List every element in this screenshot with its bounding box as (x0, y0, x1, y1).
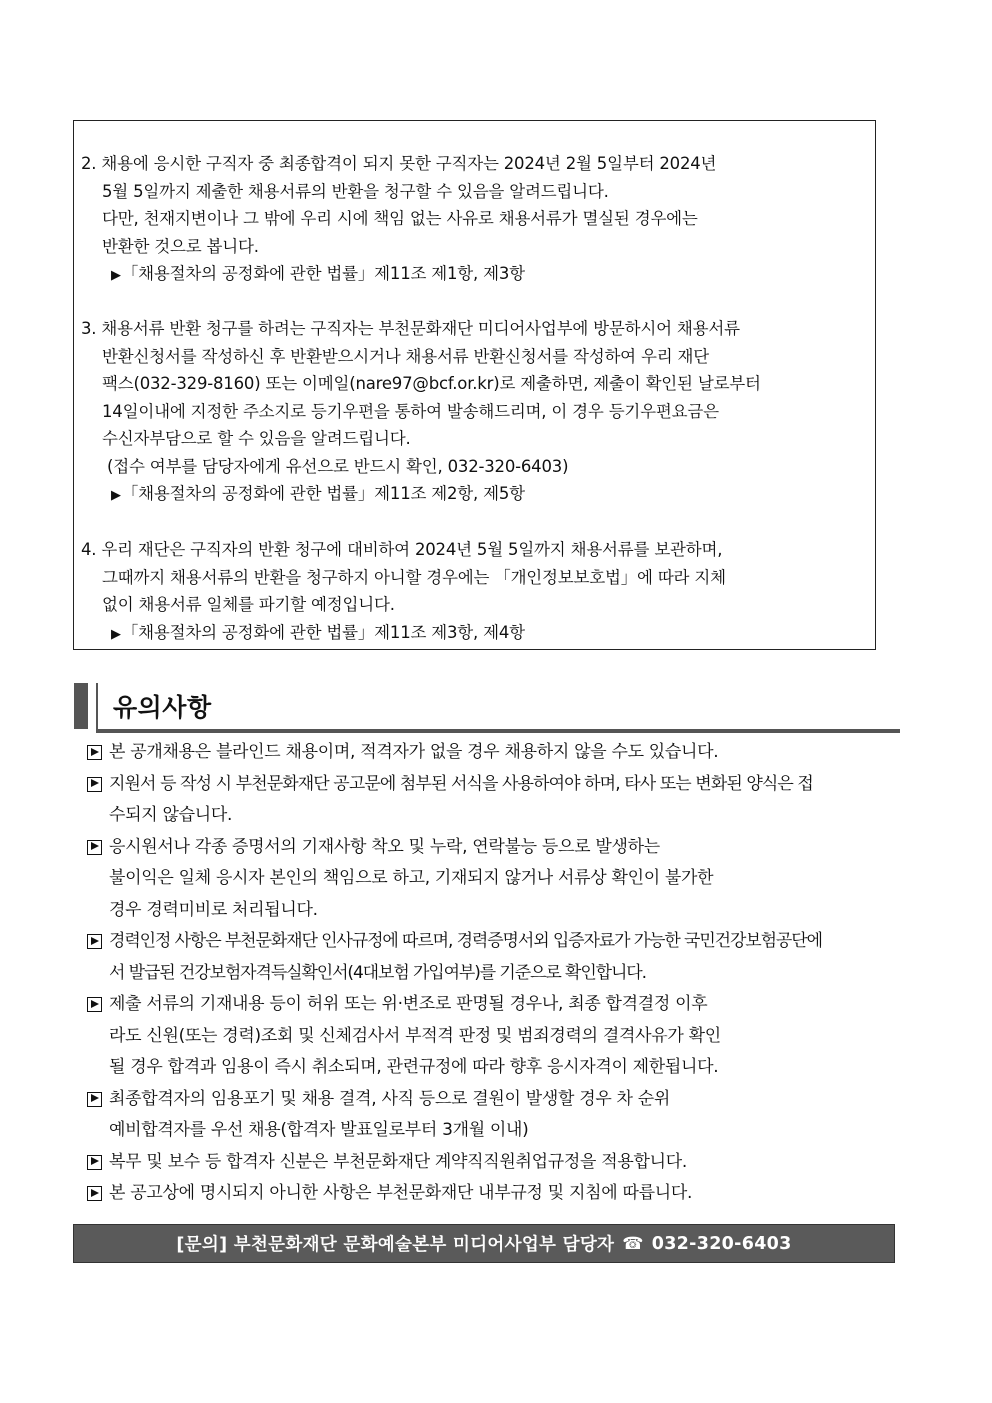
note-line: 본 공고상에 명시되지 아니한 사항은 부천문화재단 내부규정 및 지침에 따릅니다. (109, 1183, 693, 1203)
section-title: 유의사항 (113, 693, 212, 722)
item-line: 반환한 것으로 봅니다. (102, 236, 259, 256)
notes-list (87, 737, 927, 1210)
note-line: 제출 서류의 기재내용 등이 허위 또는 위·변조로 판명될 경우나, 최종 합격결정 이후 (109, 994, 708, 1014)
item-line: (접수 여부를 담당자에게 유선으로 반드시 확인, 032-320-6403) (107, 456, 569, 476)
note-line: 경우 경력미비로 처리됩니다. (109, 899, 318, 920)
phone-icon: ☎ (622, 1233, 644, 1254)
note-line: 수되지 않습니다. (109, 805, 233, 825)
note-line: 최종합격자의 임용포기 및 채용 결격, 사직 등으로 결원이 발생할 경우 차 순위 (109, 1088, 671, 1109)
item-line: 다만, 천재지변이나 그 밖에 우리 시에 책임 없는 사유로 채용서류가 멸실된 경우에는 (102, 209, 698, 228)
checkbox-arrow-icon (87, 997, 102, 1012)
list-item (87, 737, 927, 769)
contact-bar (73, 1224, 895, 1263)
note-line: 본 공개채용은 블라인드 채용이며, 적격자가 없을 경우 채용하지 않을 수도 있습니다. (109, 742, 719, 762)
law-reference: ▶「채용절차의 공정화에 관한 법률」제11조 제2항, 제5항 (111, 484, 525, 503)
section-underline (96, 729, 900, 733)
checkbox-arrow-icon (87, 1155, 102, 1170)
note-line: 불이익은 일체 응시자 본인의 책임으로 하고, 기재되지 않거나 서류상 확인이 불가한 (109, 868, 714, 888)
checkbox-arrow-icon (87, 1186, 102, 1201)
law-reference: ▶「채용절차의 공정화에 관한 법률」제11조 제3항, 제4항 (111, 622, 525, 642)
list-item (87, 1147, 927, 1179)
notice-item-2 (81, 150, 716, 290)
note-line: 서 발급된 건강보험자격득실확인서(4대보험 가입여부)를 기준으로 확인합니다. (109, 962, 646, 983)
contact-label: [문의] 부천문화재단 문화예술본부 미디어사업부 담당자 (176, 1235, 615, 1255)
list-item (87, 832, 927, 927)
triangle-right-icon: ▶ (111, 626, 121, 642)
list-item (87, 989, 927, 1084)
triangle-right-icon: ▶ (111, 488, 121, 503)
list-item (87, 1084, 927, 1147)
note-line: 라도 신원(또는 경력)조회 및 신체검사서 부적격 판정 및 범죄경력의 결격사유가 확인 (109, 1025, 721, 1046)
note-line: 예비합격자를 우선 채용(합격자 발표일로부터 3개월 이내) (109, 1120, 529, 1140)
section-divider (96, 683, 98, 731)
triangle-right-icon: ▶ (111, 268, 121, 283)
section-accent-bar (74, 683, 88, 729)
contact-phone: 032-320-6403 (651, 1233, 792, 1254)
item-line: 5월 5일까지 제출한 채용서류의 반환을 청구할 수 있음을 알려드립니다. (102, 181, 609, 201)
list-item (87, 926, 927, 989)
note-line: 복무 및 보수 등 합격자 신분은 부천문화재단 계약직직원취업규정을 적용합니다. (109, 1151, 687, 1172)
note-line: 경력인정 사항은 부천문화재단 인사규정에 따르며, 경력증명서외 입증자료가 가능한 국민건강보험공단에 (109, 931, 822, 951)
list-item (87, 1178, 927, 1210)
item-line: 수신자부담으로 할 수 있음을 알려드립니다. (102, 429, 411, 448)
checkbox-arrow-icon (87, 1092, 102, 1107)
note-line: 지원서 등 작성 시 부천문화재단 공고문에 첨부된 서식을 사용하여야 하며, 타사 또는 변화된 양식은 접 (109, 773, 813, 794)
list-item (87, 769, 927, 832)
note-line: 응시원서나 각종 증명서의 기재사항 착오 및 누락, 연락불능 등으로 발생하는 (109, 836, 660, 857)
checkbox-arrow-icon (87, 745, 102, 760)
item-line: 3. 채용서류 반환 청구를 하려는 구직자는 부천문화재단 미디어사업부에 방문하시어 채용서류 (81, 319, 740, 338)
checkbox-arrow-icon (87, 840, 102, 855)
item-line: 팩스(032-329-8160) 또는 이메일(nare97@bcf.or.kr)로 제출하면, 제출이 확인된 날로부터 (102, 374, 761, 393)
item-line: 4. 우리 재단은 구직자의 반환 청구에 대비하여 2024년 5월 5일까지 채용서류를 보관하며, (81, 540, 723, 559)
item-line: 2. 채용에 응시한 구직자 중 최종합격이 되지 못한 구직자는 2024년 2월 5일부터 2024년 (81, 154, 717, 173)
item-line: 14일이내에 지정한 주소지로 등기우편을 통하여 발송해드리며, 이 경우 등기우편요금은 (102, 401, 719, 421)
checkbox-arrow-icon (87, 777, 102, 792)
note-line: 될 경우 합격과 임용이 즉시 취소되며, 관련규정에 따라 향후 응시자격이 제한됩니다. (109, 1057, 719, 1077)
law-reference: ▶「채용절차의 공정화에 관한 법률」제11조 제1항, 제3항 (111, 264, 525, 283)
item-line: 그때까지 채용서류의 반환을 청구하지 아니할 경우에는 「개인정보보호법」에 따라 지체 (102, 567, 726, 587)
notice-item-4 (81, 536, 726, 648)
item-line: 반환신청서를 작성하신 후 반환받으시거나 채용서류 반환신청서를 작성하여 우리 재단 (102, 346, 709, 366)
notice-item-3 (81, 315, 761, 510)
item-line: 없이 채용서류 일체를 파기할 예정입니다. (102, 595, 395, 614)
checkbox-arrow-icon (87, 934, 102, 949)
